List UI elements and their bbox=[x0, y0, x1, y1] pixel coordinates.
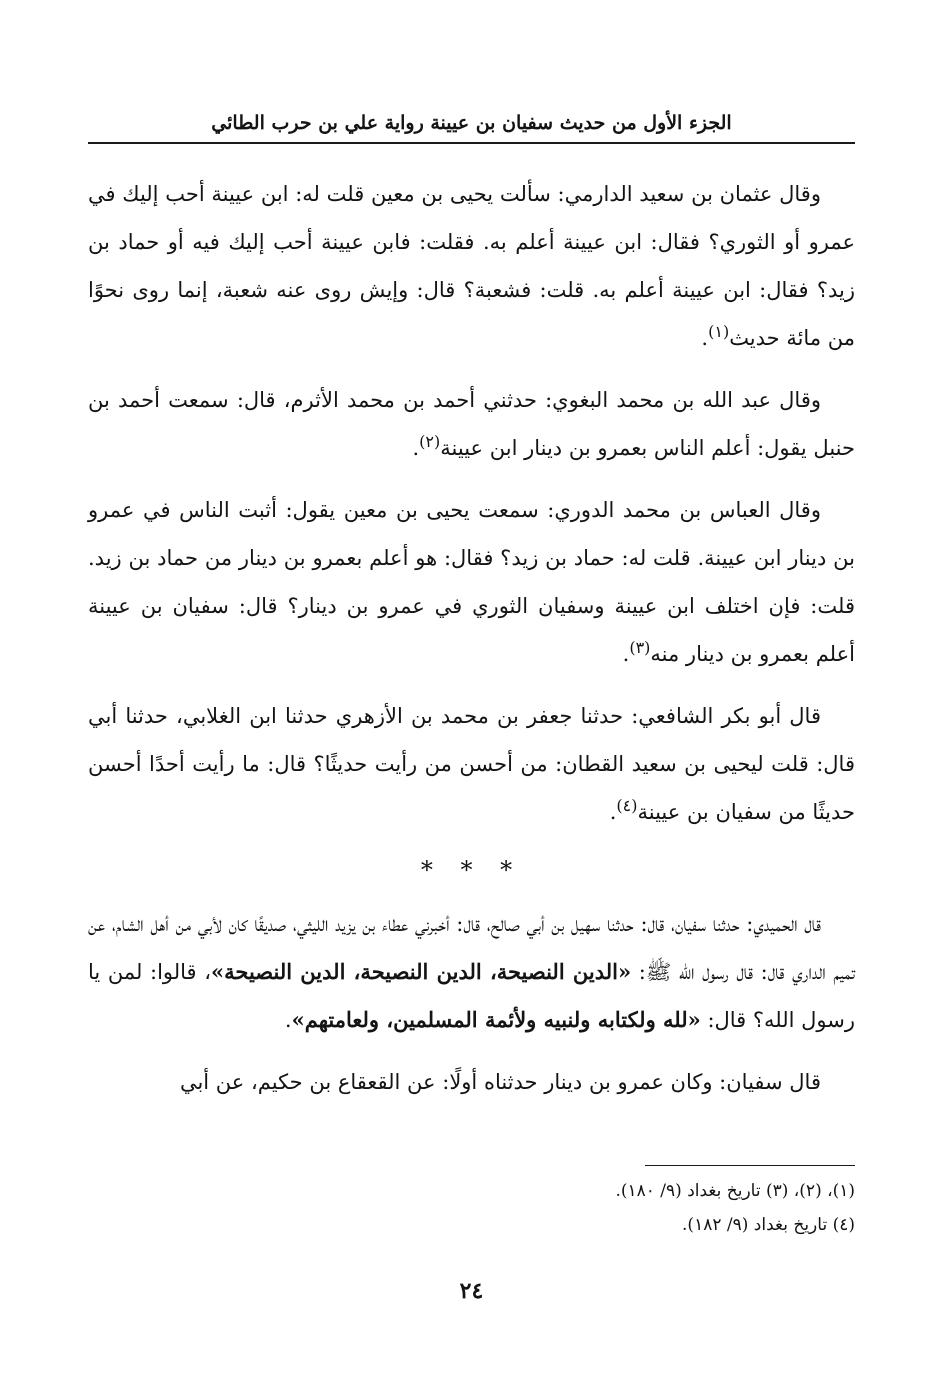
footnote-divider bbox=[645, 1165, 855, 1166]
main-text bbox=[88, 170, 855, 1120]
paragraph-end: . bbox=[701, 326, 709, 350]
paragraph-text: وقال عبد الله بن محمد البغوي: حدثني أحمد بن محمد الأثرم، قال: سمعت أحمد بن حنبل يقول: أعلم الناس بعمرو بن دينار ابن عيينة bbox=[88, 388, 855, 460]
hadith-quote: «الدين النصيحة، الدين النصيحة، الدين النصيحة» bbox=[211, 959, 632, 984]
footnote-ref: (٤) bbox=[616, 796, 638, 815]
paragraph-hadith bbox=[88, 900, 855, 1044]
paragraph-shafii bbox=[88, 692, 855, 836]
paragraph-text: وقال العباس بن محمد الدوري: سمعت يحيى بن معين يقول: أثبت الناس في عمرو بن دينار ابن عيينة. قلت له: حماد بن زيد؟ فقال: هو أعلم بعمرو بن دينار من حماد بن زيد. قلت: فإن اختلف ابن عيينة وسفيان الثوري في عمرو بن دينار؟ قال: سفيان بن عيينة أعلم بعمرو بن دينار منه bbox=[88, 498, 855, 666]
footnotes bbox=[88, 1174, 855, 1242]
paragraph-end: . bbox=[622, 642, 630, 666]
paragraph-text: قال أبو بكر الشافعي: حدثنا جعفر بن محمد بن الأزهري حدثنا ابن الغلابي، حدثنا أبي قال: قلت ليحيى بن سعيد القطان: من أحسن من رأيت حديثًا؟ قال: ما رأيت أحدًا أحسن حديثًا من سفيان بن عيينة bbox=[88, 704, 855, 824]
paragraph-baghawi bbox=[88, 376, 855, 472]
paragraph-sufyan: قال سفيان: وكان عمرو بن دينار حدثناه أولًا: عن القعقاع بن حكيم، عن أبي bbox=[179, 1070, 821, 1094]
footnote-ref: (٢) bbox=[419, 432, 441, 451]
footnote-1: (١)، (٢)، (٣) تاريخ بغداد (٩/ ١٨٠). bbox=[615, 1181, 855, 1201]
footnote-2: (٤) تاريخ بغداد (٩/ ١٨٢). bbox=[682, 1215, 855, 1235]
page-number: ٢٤ bbox=[459, 1278, 484, 1304]
paragraph-duri bbox=[88, 486, 855, 678]
hadith-middle: ، قالوا: لمن يا رسول الله؟ قال: bbox=[88, 960, 855, 1032]
paragraph-end: . bbox=[412, 436, 420, 460]
footnote-ref: (٣) bbox=[629, 638, 651, 657]
paragraph-darimi bbox=[88, 170, 855, 362]
hadith-answer: «لله ولكتابه ولنبيه ولأئمة المسلمين، ولعامتهم» bbox=[291, 1007, 701, 1032]
paragraph-end: . bbox=[609, 800, 617, 824]
paragraph-text: وقال عثمان بن سعيد الدارمي: سألت يحيى بن معين قلت له: ابن عيينة أحب إليك في عمرو أو الثوري؟ فقال: ابن عيينة أعلم به. فقلت: فابن عيينة أحب إليك فيه أو حماد بن زيد؟ فقال: ابن عيينة أعلم به. قلت: فشعبة؟ قال: وإيش روى عنه شعبة، إنما روى نحوًا من مائة حديث bbox=[88, 182, 856, 350]
hadith-intro: قال الحميدي: حدثنا سفيان، قال: حدثنا سهيل بن أبي صالح، قال: أخبرني عطاء بن يزيد الليثي، صديقًا كان لأبي من أهل الشام، عن تميم الداري قال: قال رسول الله ﷺ: bbox=[88, 912, 855, 984]
running-header: الجزء الأول من حديث سفيان بن عيينة رواية علي بن حرب الطائي bbox=[88, 108, 855, 144]
section-separator: * * * bbox=[420, 856, 523, 884]
hadith-end: . bbox=[284, 1008, 292, 1032]
footnote-ref: (١) bbox=[708, 322, 730, 341]
